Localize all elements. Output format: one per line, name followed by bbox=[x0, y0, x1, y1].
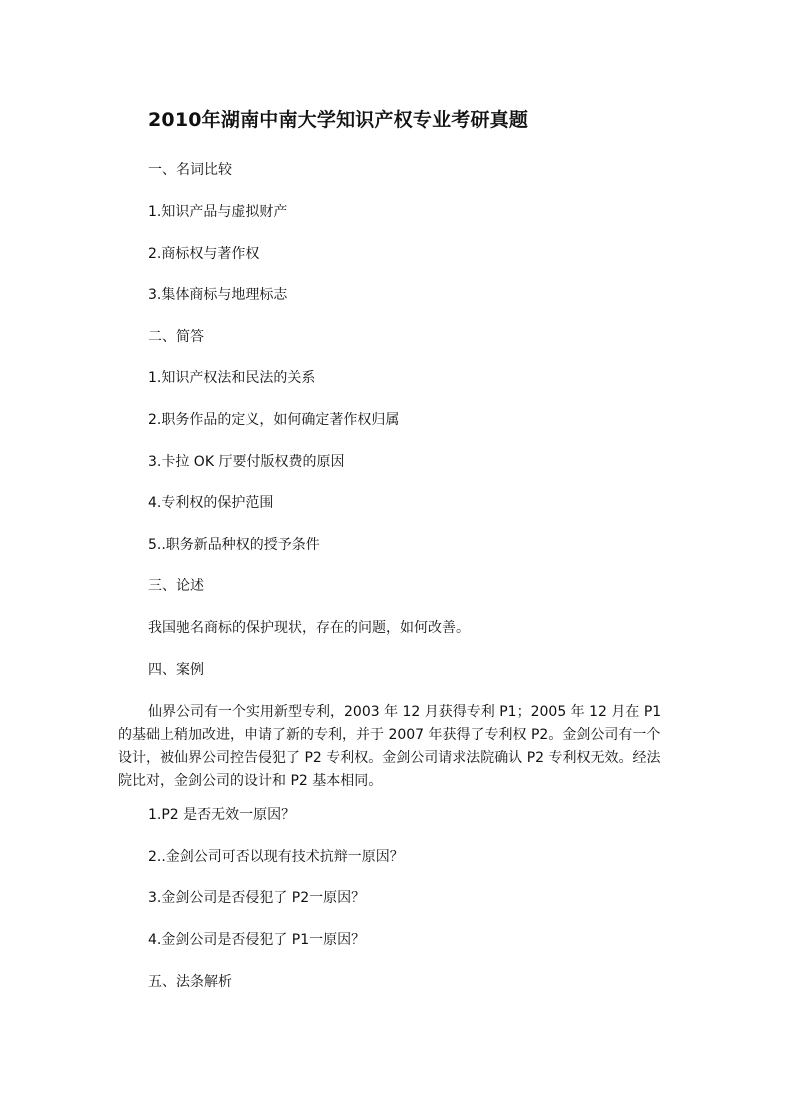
section-heading-1: 一、名词比较 bbox=[148, 162, 232, 178]
section-heading-3: 三、论述 bbox=[148, 578, 204, 594]
list-item: 1.P2 是否无效一原因？ bbox=[148, 807, 296, 823]
list-item: 5..职务新品种权的授予条件 bbox=[148, 537, 320, 553]
list-item: 2..金剑公司可否以现有技术抗辩一原因？ bbox=[148, 849, 404, 865]
list-item: 4.金剑公司是否侵犯了 P1一原因？ bbox=[148, 932, 366, 948]
list-item: 2.职务作品的定义，如何确定著作权归属 bbox=[148, 412, 400, 428]
list-item: 3.金剑公司是否侵犯了 P2一原因？ bbox=[148, 890, 366, 906]
list-item: 我国驰名商标的保护现状，存在的问题，如何改善。 bbox=[148, 620, 470, 636]
section-heading-5: 五、法条解析 bbox=[148, 974, 232, 990]
list-item: 2.商标权与著作权 bbox=[148, 246, 260, 262]
list-item: 1.知识产品与虚拟财产 bbox=[148, 204, 288, 220]
page-title: 2010年湖南中南大学知识产权专业考研真题 bbox=[148, 109, 529, 131]
section-heading-4: 四、案例 bbox=[148, 662, 204, 678]
list-item: 4.专利权的保护范围 bbox=[148, 495, 274, 511]
list-item: 1.知识产权法和民法的关系 bbox=[148, 370, 316, 386]
case-paragraph: 仙界公司有一个实用新型专利，2003 年 12 月获得专利 P1；2005 年 12 月在 P1 的基础上稍加改进，申请了新的专利，并于 2007 年获得了专利权 P2。金剑公司有一个设计，被仙界公司控告侵犯了 P2 专利权。金剑公司请求法院确认 P2 专利权无效。经法院比对，金剑公司的设计和 P2 基本相同。 bbox=[118, 704, 662, 789]
section-heading-2: 二、简答 bbox=[148, 329, 204, 345]
list-item: 3.集体商标与地理标志 bbox=[148, 287, 288, 303]
list-item: 3.卡拉 OK 厅要付版权费的原因 bbox=[148, 454, 345, 470]
